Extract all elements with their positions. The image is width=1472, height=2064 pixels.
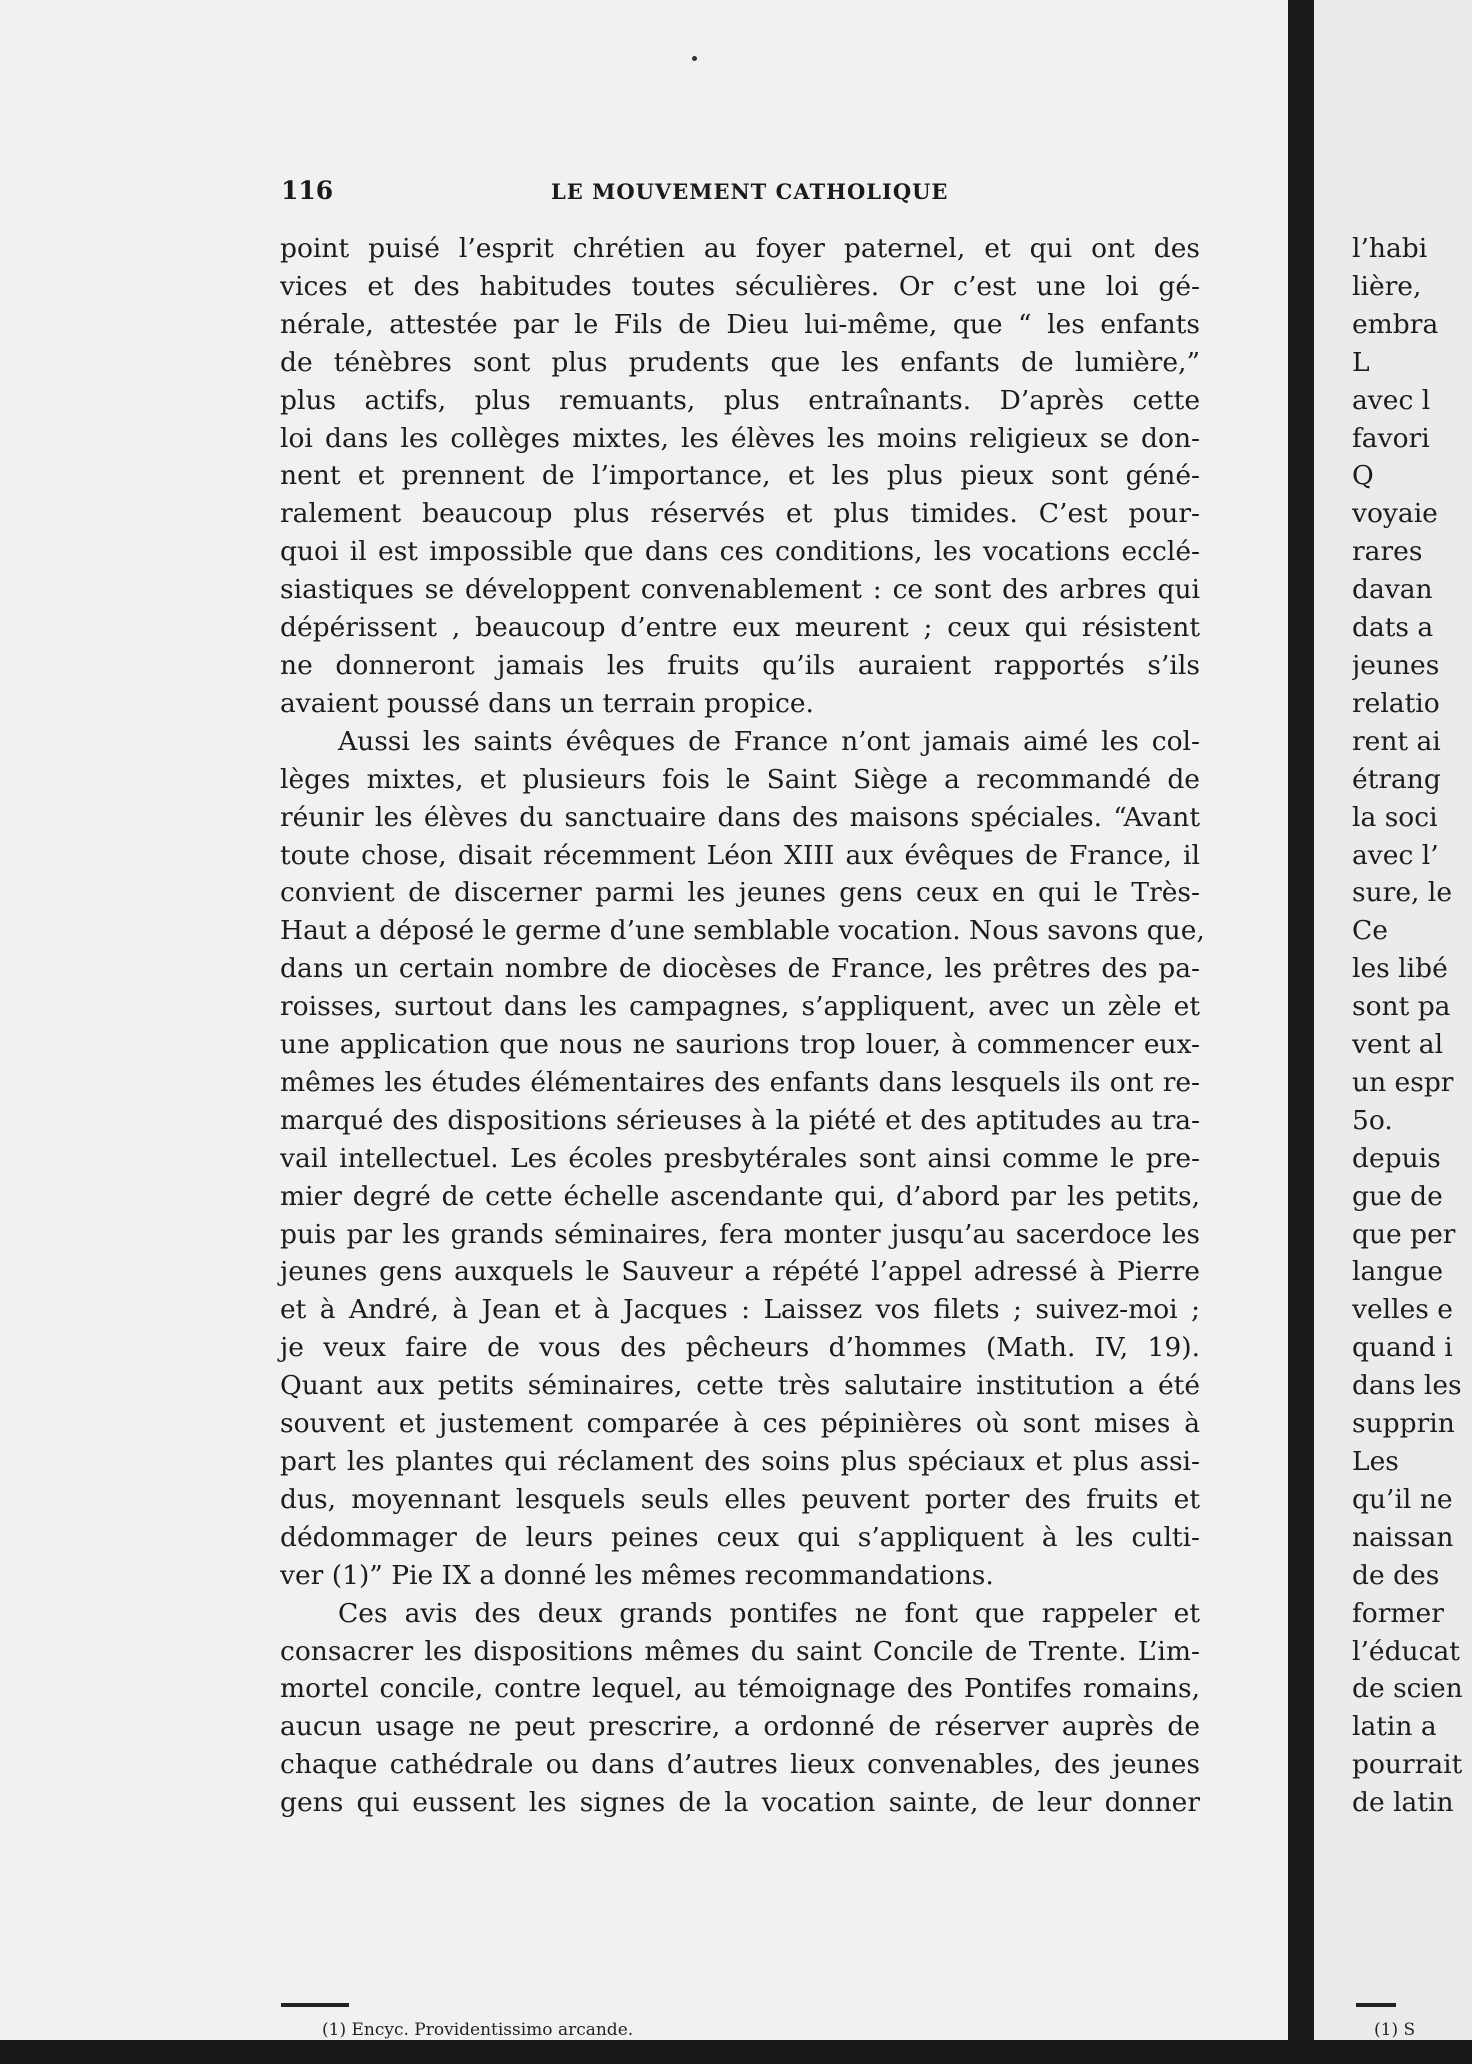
text-line: consacrer les dispositions mêmes du saint Concile de Trente. L’im- [280, 1635, 1200, 1667]
facing-text-line: voyaie [1352, 498, 1438, 530]
facing-text-line: favori [1352, 422, 1430, 454]
facing-text-line: l’habi [1352, 233, 1428, 264]
text-line: roisses, surtout dans les campagnes, s’appliquent, avec un zèle et [280, 991, 1200, 1023]
book-gutter [1288, 0, 1314, 2064]
text-line: point puisé l’esprit chrétien au foyer paternel, et qui ont des [280, 233, 1200, 264]
facing-text-line: embra [1352, 308, 1439, 340]
text-line: dans un certain nombre de diocèses de France, les prêtres des pa- [280, 953, 1200, 985]
text-line: Aussi les saints évêques de France n’ont jamais aimé les col- [338, 725, 1200, 757]
facing-text-line: rares [1352, 536, 1423, 568]
facing-text-line: dans les [1352, 1370, 1462, 1402]
facing-text-line: vent al [1352, 1029, 1444, 1061]
facing-text-line: Les [1352, 1446, 1399, 1477]
page-number: 116 [281, 176, 334, 205]
text-line: puis par les grands séminaires, fera monter jusqu’au sacerdoce les [280, 1218, 1200, 1250]
facing-text-line: sure, le [1352, 877, 1453, 909]
facing-text-line: depuis [1352, 1142, 1441, 1174]
facing-footnote: (1) S [1374, 2020, 1416, 2040]
facing-text-line: avec l [1352, 384, 1431, 416]
facing-text-line: lière, [1352, 270, 1422, 302]
facing-text-line: étrang [1352, 763, 1441, 795]
facing-text-line: que per [1352, 1218, 1456, 1250]
facing-text-line: latin a [1352, 1711, 1437, 1743]
text-line: vices et des habitudes toutes séculières. Or c’est une loi gé- [280, 270, 1200, 302]
facing-text-line: avec l’ [1352, 839, 1439, 871]
facing-text-line: relatio [1352, 687, 1440, 719]
facing-text-line: supprin [1352, 1408, 1455, 1440]
text-line: Ces avis des deux grands pontifes ne font que rappeler et [338, 1597, 1200, 1629]
text-line: dus, moyennant lesquels seuls elles peuvent porter des fruits et [280, 1483, 1200, 1515]
facing-text-line: quand i [1352, 1332, 1453, 1364]
text-line: Haut a déposé le germe d’une semblable vocation. Nous savons que, [280, 915, 1205, 947]
footnote: (1) Encyc. Providentissimo arcande. [322, 2020, 634, 2040]
text-line: avaient poussé dans un terrain propice. [280, 687, 814, 719]
facing-text-line: Q [1352, 460, 1374, 492]
facing-text-line: de scien [1352, 1673, 1463, 1705]
facing-text-line: pourrait [1352, 1749, 1463, 1781]
running-title: LE MOUVEMENT CATHOLIQUE [551, 179, 949, 204]
text-line: souvent et justement comparée à ces pépinières où sont mises à [280, 1408, 1200, 1440]
text-line: ver (1)” Pie IX a donné les mêmes recommandations. [280, 1559, 994, 1591]
facing-text-line: naissan [1352, 1521, 1454, 1553]
page-header [281, 176, 1203, 212]
text-line: ralement beaucoup plus réservés et plus timides. C’est pour- [280, 498, 1200, 530]
facing-text-line: former [1352, 1597, 1444, 1629]
text-line: dépérissent , beaucoup d’entre eux meurent ; ceux qui résistent [280, 612, 1200, 644]
text-line: ne donneront jamais les fruits qu’ils auraient rapportés s’ils [280, 649, 1200, 681]
facing-text-line: langue [1352, 1256, 1444, 1288]
facing-text-line: la soci [1352, 801, 1438, 833]
ink-speck [692, 56, 697, 61]
text-line: quoi il est impossible que dans ces conditions, les vocations ecclé- [280, 536, 1200, 568]
text-line: de ténèbres sont plus prudents que les enfants de lumière,” [280, 346, 1200, 378]
text-line: convient de discerner parmi les jeunes gens ceux en qui le Très- [280, 877, 1200, 909]
text-line: siastiques se développent convenablement : ce sont des arbres qui [280, 574, 1200, 606]
facing-text-line: gue de [1352, 1180, 1443, 1212]
text-line: aucun usage ne peut prescrire, a ordonné de réserver auprès de [280, 1711, 1200, 1743]
text-line: mortel concile, contre lequel, au témoignage des Pontifes romains, [280, 1673, 1200, 1705]
text-line: mêmes les études élémentaires des enfants dans lesquels ils ont re- [280, 1066, 1200, 1098]
text-line: mier degré de cette échelle ascendante qui, d’abord par les petits, [280, 1180, 1200, 1212]
facing-text-line: de des [1352, 1559, 1440, 1591]
text-line: je veux faire de vous des pêcheurs d’hommes (Math. IV, 19). [280, 1332, 1200, 1364]
facing-text-line: 5o. [1352, 1104, 1393, 1136]
facing-text-line: Ce [1352, 915, 1388, 947]
text-line: toute chose, disait récemment Léon XIII aux évêques de France, il [280, 839, 1200, 871]
text-line: part les plantes qui réclament des soins plus spéciaux et plus assi- [280, 1446, 1200, 1477]
text-line: nérale, attestée par le Fils de Dieu lui-même, que “ les enfants [280, 308, 1200, 340]
facing-page-text [1352, 230, 1472, 1822]
facing-text-line: jeunes [1352, 649, 1440, 681]
body-text [280, 230, 1205, 1822]
text-line: nent et prennent de l’importance, et les plus pieux sont géné- [280, 460, 1200, 492]
facing-footnote-rule [1356, 2003, 1396, 2007]
scan-bottom-edge [0, 2040, 1472, 2064]
facing-text-line: les libé [1352, 953, 1448, 985]
facing-text-line: velles e [1352, 1294, 1453, 1326]
text-line: marqué des dispositions sérieuses à la piété et des aptitudes au tra- [280, 1104, 1200, 1136]
text-line: réunir les élèves du sanctuaire dans des maisons spéciales. “Avant [280, 801, 1200, 833]
footnote-rule [281, 2003, 349, 2007]
text-line: lèges mixtes, et plusieurs fois le Saint Siège a recommandé de [280, 763, 1200, 795]
text-line: et à André, à Jean et à Jacques : Laissez vos filets ; suivez-moi ; [280, 1294, 1200, 1326]
text-line: chaque cathédrale ou dans d’autres lieux convenables, des jeunes [280, 1749, 1200, 1781]
text-line: dédommager de leurs peines ceux qui s’appliquent à les culti- [280, 1521, 1200, 1553]
text-line: plus actifs, plus remuants, plus entraînants. D’après cette [280, 384, 1200, 416]
facing-text-line: L [1352, 346, 1370, 378]
facing-text-line: davan [1352, 574, 1433, 606]
facing-text-line: qu’il ne [1352, 1483, 1453, 1515]
text-line: gens qui eussent les signes de la vocation sainte, de leur donner [280, 1787, 1200, 1819]
facing-text-line: dats a [1352, 612, 1434, 644]
facing-text-line: de latin [1352, 1787, 1454, 1819]
text-line: une application que nous ne saurions trop louer, à commencer eux- [280, 1029, 1200, 1061]
text-line: Quant aux petits séminaires, cette très salutaire institution a été [280, 1370, 1200, 1402]
text-line: loi dans les collèges mixtes, les élèves les moins religieux se don- [280, 422, 1200, 454]
facing-text-line: sont pa [1352, 991, 1451, 1023]
facing-text-line: l’éducat [1352, 1635, 1460, 1667]
text-line: vail intellectuel. Les écoles presbytérales sont ainsi comme le pre- [280, 1142, 1200, 1174]
facing-text-line: rent ai [1352, 725, 1441, 757]
facing-text-line: un espr [1352, 1066, 1454, 1098]
text-line: jeunes gens auxquels le Sauveur a répété l’appel adressé à Pierre [280, 1256, 1200, 1288]
